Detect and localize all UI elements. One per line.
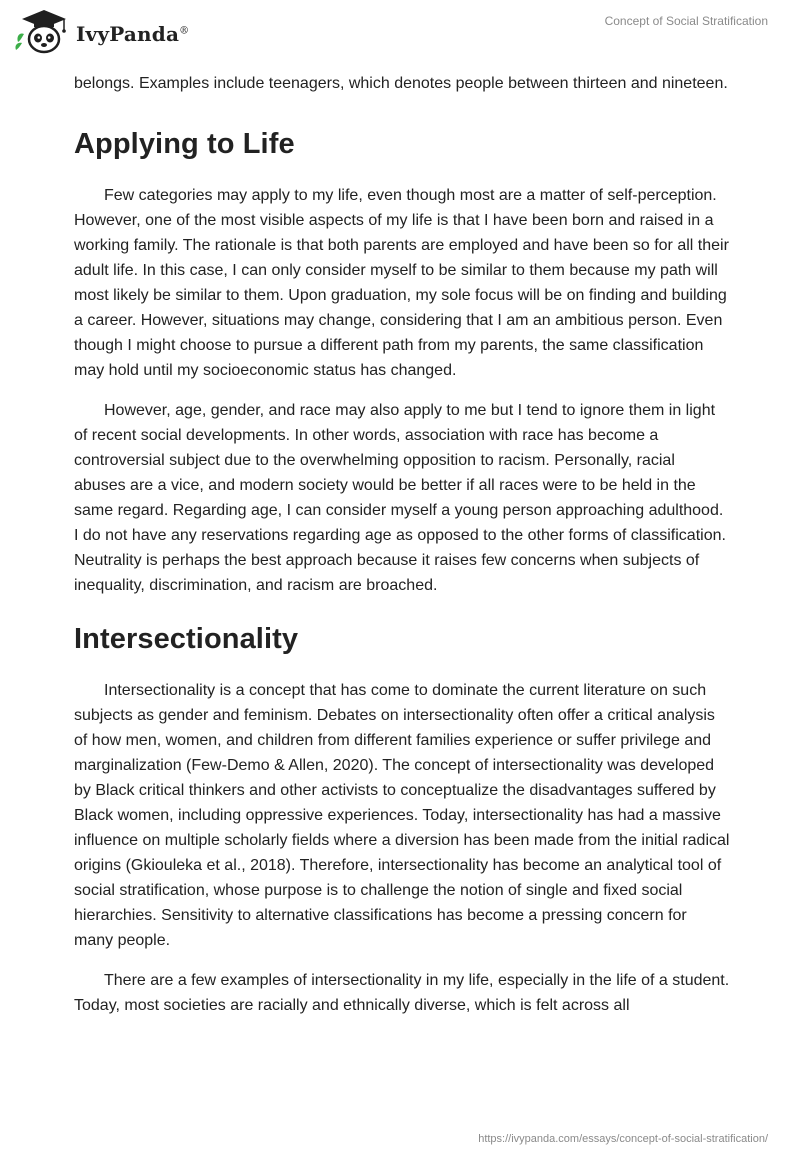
source-url[interactable]: https://ivypanda.com/essays/concept-of-social-stratification/ [478, 1133, 768, 1145]
paragraph: There are a few examples of intersectionality in my life, especially in the life of a student. Today, most societies are racially and ethnically diverse, which is felt across all [74, 972, 730, 1014]
paragraph: Few categories may apply to my life, even though most are a matter of self-perception. However, one of the most visible aspects of my life is that I have been born and raised in a working family. The rationale is that both parents are employed and have been so for all their adult life. In this case, I can only consider myself to be similar to them because my path will most likely be similar to them. Upon graduation, my sole focus will be on finding and building a career. However, situations may change, considering that I am an ambitious person. Even though I might choose to pursue a different path from my parents, the same classification may hold until my socioeconomic status has changed. [74, 187, 729, 379]
ivypanda-logo[interactable] [14, 6, 189, 58]
section-heading-applying-to-life: Applying to Life [74, 128, 295, 160]
document-title: Concept of Social Stratification [604, 14, 768, 28]
paragraph: Intersectionality is a concept that has come to dominate the current literature on such subjects as gender and feminism. Debates on intersectionality often offer a critical analysis of how men, women, and children from different families experience or suffer privilege and marginalization (Few-Demo & Allen, 2020). The concept of intersectionality was developed by Black critical thinkers and other activists to conceptualize the disadvantages suffered by Black women, including oppressive experiences. Today, intersectionality has had a massive influence on multiple scholarly fields where a diversion has been made from the initial radical origins (Gkiouleka et al., 2018). Therefore, intersectionality has become an analytical tool of social stratification, whose purpose is to challenge the notion of single and fixed social hierarchies. Sensitivity to alternative classifications has become a pressing concern for many people. [74, 682, 730, 949]
intro-continuation-paragraph: belongs. Examples include teenagers, which denotes people between thirteen and nineteen. [74, 75, 728, 92]
paragraph: However, age, gender, and race may also apply to me but I tend to ignore them in light of recent social developments. In other words, association with race has become a controversial subject due to the overwhelming opposition to racism. Personally, racial abuses are a vice, and modern society would be better if all races were to be held in the same regard. Regarding age, I can consider myself a young person approaching adulthood. I do not have any reservations regarding age as opposed to the other forms of classification. Neutrality is perhaps the best approach because it raises few concerns when subjects of inequality, discrimination, and racism are broached. [74, 402, 726, 594]
essay-content [74, 71, 730, 1018]
page-header [0, 0, 800, 70]
panda-graduate-icon [14, 6, 72, 58]
logo-wordmark: IvyPanda® [76, 22, 190, 46]
section-heading-intersectionality: Intersectionality [74, 623, 299, 655]
